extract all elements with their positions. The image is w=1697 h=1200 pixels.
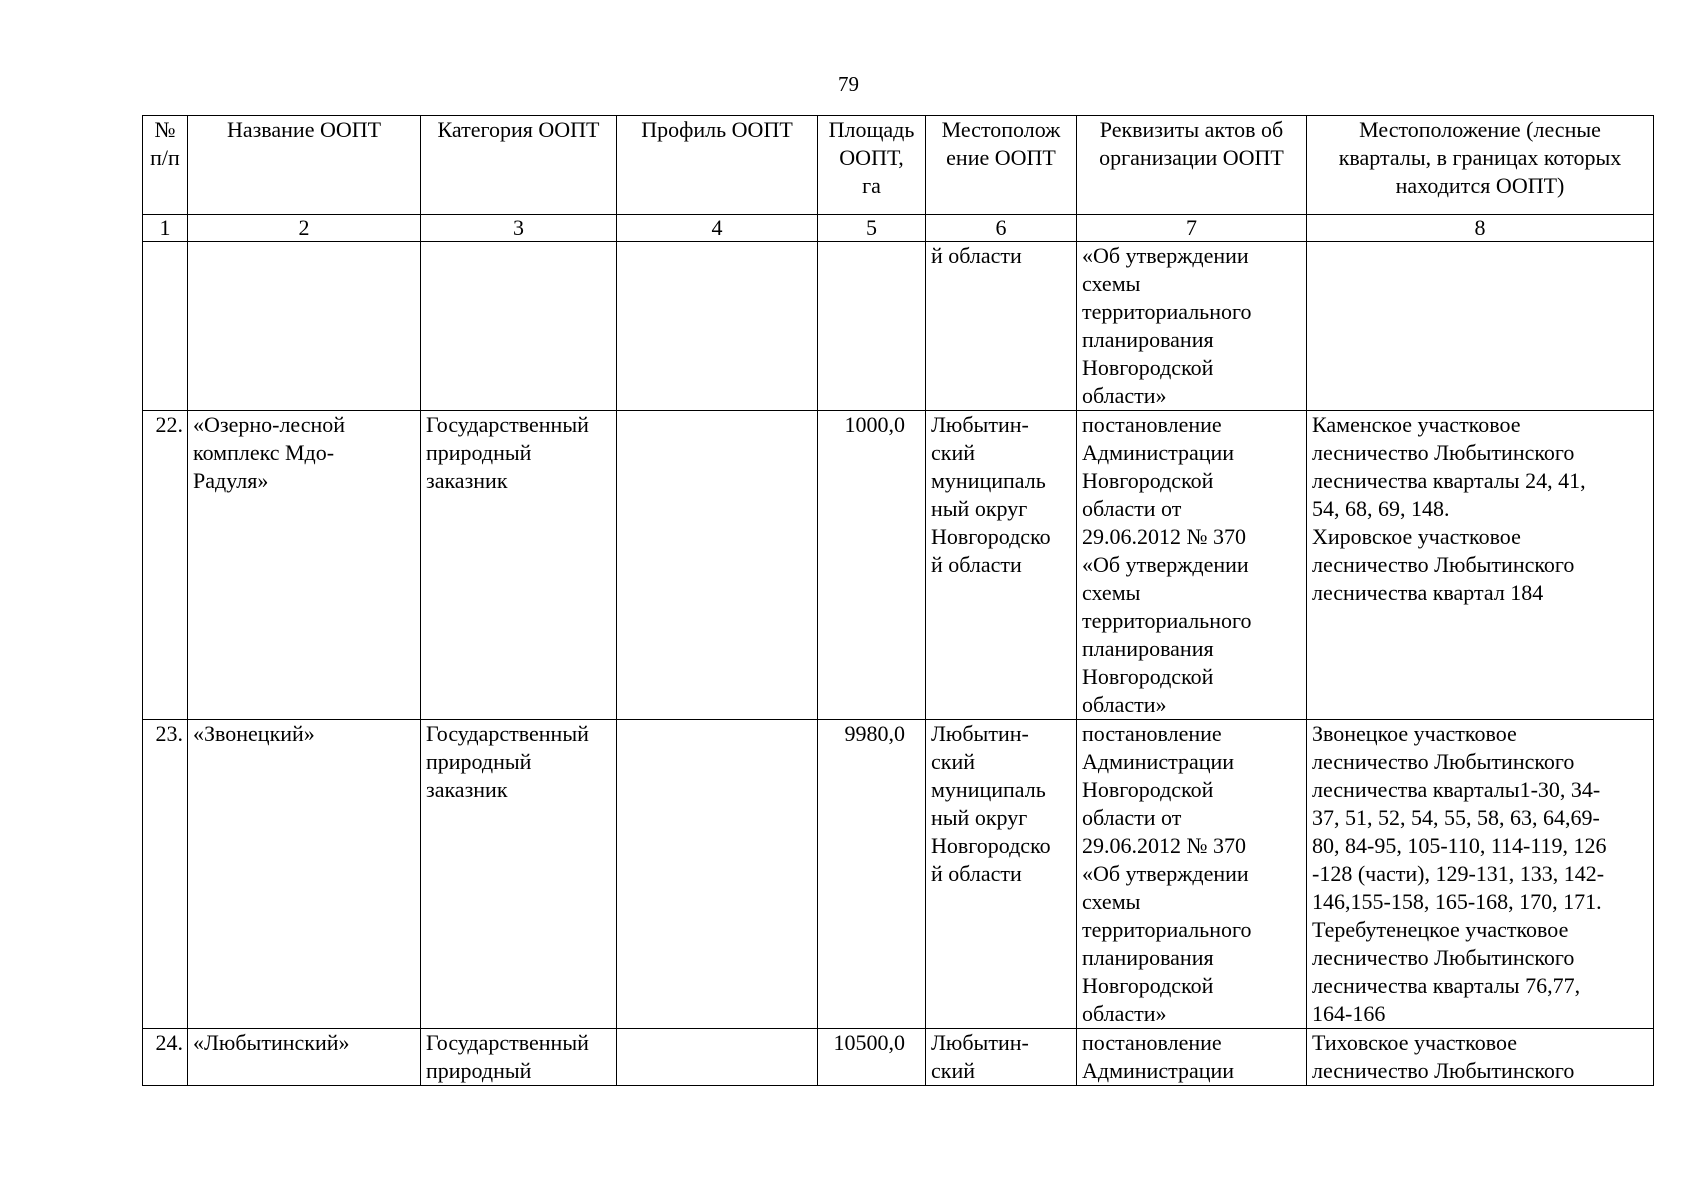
- profile-cell: [617, 411, 818, 720]
- column-number-row: [143, 215, 1654, 242]
- column-number: 1: [143, 215, 188, 242]
- table-row: [143, 720, 1654, 1029]
- area-cell: [818, 242, 926, 411]
- name-cell: «Любытинский»: [188, 1029, 421, 1086]
- name-cell: [188, 242, 421, 411]
- column-number: 2: [188, 215, 421, 242]
- location-cell: Любытин- ский муниципаль ный округ Новгородско й области: [926, 720, 1077, 1029]
- acts-cell: постановление Администрации Новгородской области от 29.06.2012 № 370 «Об утверждении схемы территориального планирования Новгородской области»: [1077, 720, 1307, 1029]
- row-number-cell: 22.: [143, 411, 188, 720]
- quarters-cell: Тиховское участковое лесничество Любытинского: [1307, 1029, 1654, 1086]
- profile-cell: [617, 720, 818, 1029]
- category-cell: Государственный природный заказник: [421, 720, 617, 1029]
- column-number: 6: [926, 215, 1077, 242]
- row-number-cell: 24.: [143, 1029, 188, 1086]
- quarters-cell: [1307, 242, 1654, 411]
- header-number: № п/п: [143, 116, 188, 215]
- acts-cell: постановление Администрации: [1077, 1029, 1307, 1086]
- profile-cell: [617, 1029, 818, 1086]
- quarters-cell: Звонецкое участковое лесничество Любытинского лесничества кварталы1-30, 34- 37, 51, 52, 54, 55, 58, 63, 64,69- 80, 84-95, 105-110, 114-119, 126 -128 (части), 129-131, 133, 142- 146,155-158, 165-168, 170, 171. Теребутенецкое участковое лесничество Любытинского лесничества кварталы 76,77, 164-166: [1307, 720, 1654, 1029]
- header-category: Категория ООПТ: [421, 116, 617, 215]
- location-cell: Любытин- ский муниципаль ный округ Новгородско й области: [926, 411, 1077, 720]
- row-number-cell: [143, 242, 188, 411]
- column-number: 7: [1077, 215, 1307, 242]
- table-row: [143, 411, 1654, 720]
- column-number: 5: [818, 215, 926, 242]
- name-cell: «Озерно-лесной комплекс Мдо- Радуля»: [188, 411, 421, 720]
- area-cell: 9980,0: [818, 720, 926, 1029]
- column-number: 4: [617, 215, 818, 242]
- row-number-cell: 23.: [143, 720, 188, 1029]
- protected-areas-table: [142, 115, 1654, 1086]
- category-cell: Государственный природный заказник: [421, 411, 617, 720]
- header-acts: Реквизиты актов об организации ООПТ: [1077, 116, 1307, 215]
- name-cell: «Звонецкий»: [188, 720, 421, 1029]
- category-cell: Государственный природный: [421, 1029, 617, 1086]
- location-cell: Любытин- ский: [926, 1029, 1077, 1086]
- header-row: [143, 116, 1654, 215]
- acts-cell: постановление Администрации Новгородской области от 29.06.2012 № 370 «Об утверждении схемы территориального планирования Новгородской области»: [1077, 411, 1307, 720]
- table-row: [143, 242, 1654, 411]
- header-profile: Профиль ООПТ: [617, 116, 818, 215]
- header-location: Местополож ение ООПТ: [926, 116, 1077, 215]
- header-quarters: Местоположение (лесные кварталы, в границах которых находится ООПТ): [1307, 116, 1654, 215]
- location-cell: й области: [926, 242, 1077, 411]
- quarters-cell: Каменское участковое лесничество Любытинского лесничества кварталы 24, 41, 54, 68, 69, 148. Хировское участковое лесничество Любытинского лесничества квартал 184: [1307, 411, 1654, 720]
- table-row: [143, 1029, 1654, 1086]
- header-name: Название ООПТ: [188, 116, 421, 215]
- acts-cell: «Об утверждении схемы территориального планирования Новгородской области»: [1077, 242, 1307, 411]
- column-number: 8: [1307, 215, 1654, 242]
- category-cell: [421, 242, 617, 411]
- header-area: Площадь ООПТ, га: [818, 116, 926, 215]
- area-cell: 10500,0: [818, 1029, 926, 1086]
- column-number: 3: [421, 215, 617, 242]
- area-cell: 1000,0: [818, 411, 926, 720]
- profile-cell: [617, 242, 818, 411]
- page-number: 79: [838, 72, 859, 96]
